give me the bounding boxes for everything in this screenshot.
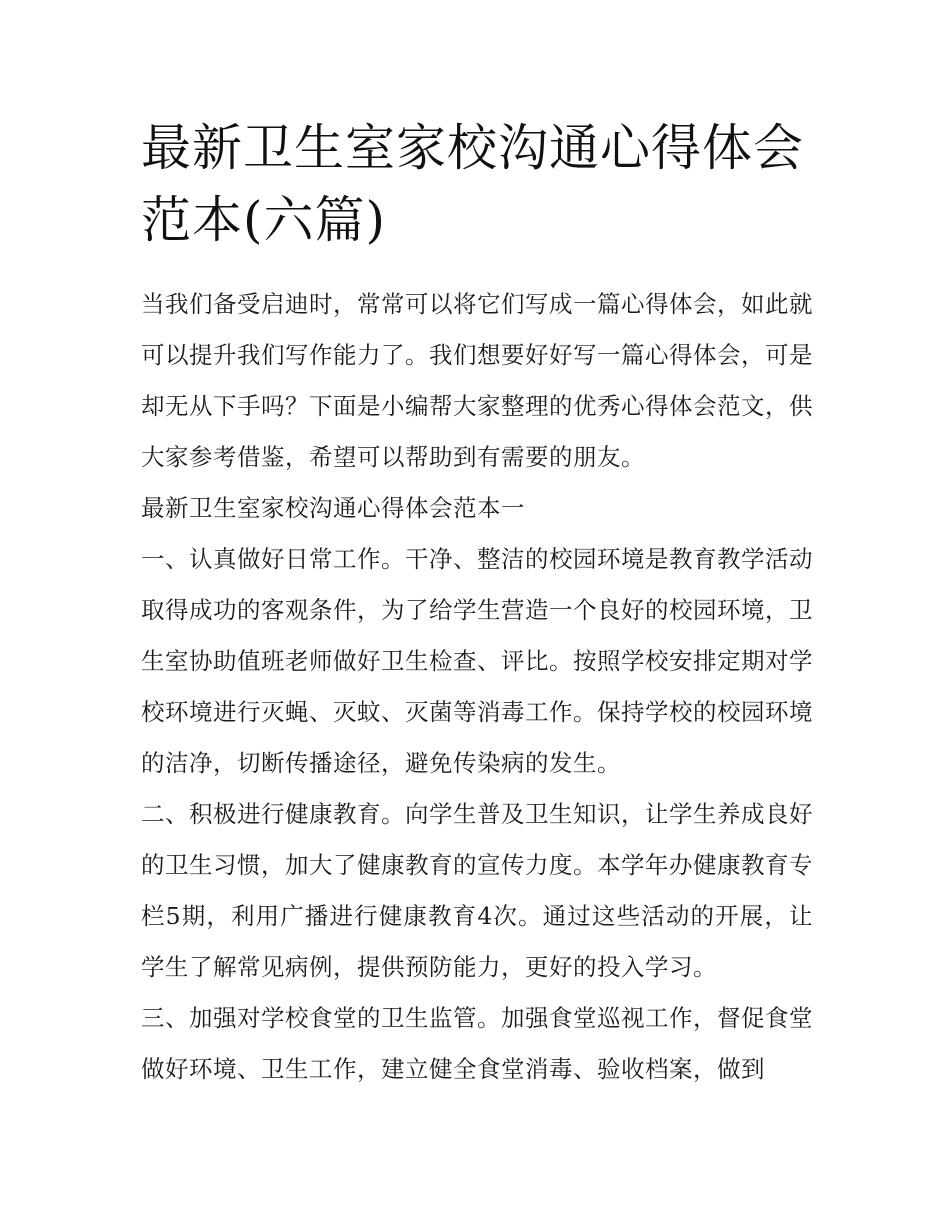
body-paragraph-2: 二、积极进行健康教育。向学生普及卫生知识，让学生养成良好的卫生习惯，加大了健康教育的宣传力度。本学年办健康教育专栏5期，利用广播进行健康教育4次。通过这些活动的开展，让学生了解常见病例，提供预防能力，更好的投入学习。 xyxy=(141,800,813,981)
document-title: 最新卫生室家校沟通心得体会范本(六篇) xyxy=(141,119,804,249)
document-body xyxy=(141,112,813,1095)
section-heading: 最新卫生室家校沟通心得体会范本一 xyxy=(141,494,525,522)
body-paragraph-3: 三、加强对学校食堂的卫生监管。加强食堂巡视工作，督促食堂做好环境、卫生工作，建立健全食堂消毒、验收档案，做到 xyxy=(141,1004,813,1083)
body-paragraph-1: 一、认真做好日常工作。干净、整洁的校园环境是教育教学活动取得成功的客观条件，为了给学生营造一个良好的校园环境，卫生室协助值班老师做好卫生检查、评比。按照学校安排定期对学校环境进行灭蝇、灭蚊、灭菌等消毒工作。保持学校的校园环境的洁净，切断传播途径，避免传染病的发生。 xyxy=(141,545,813,777)
intro-paragraph: 当我们备受启迪时，常常可以将它们写成一篇心得体会，如此就可以提升我们写作能力了。我们想要好好写一篇心得体会，可是却无从下手吗？下面是小编帮大家整理的优秀心得体会范文，供大家参考借鉴，希望可以帮助到有需要的朋友。 xyxy=(141,290,813,471)
